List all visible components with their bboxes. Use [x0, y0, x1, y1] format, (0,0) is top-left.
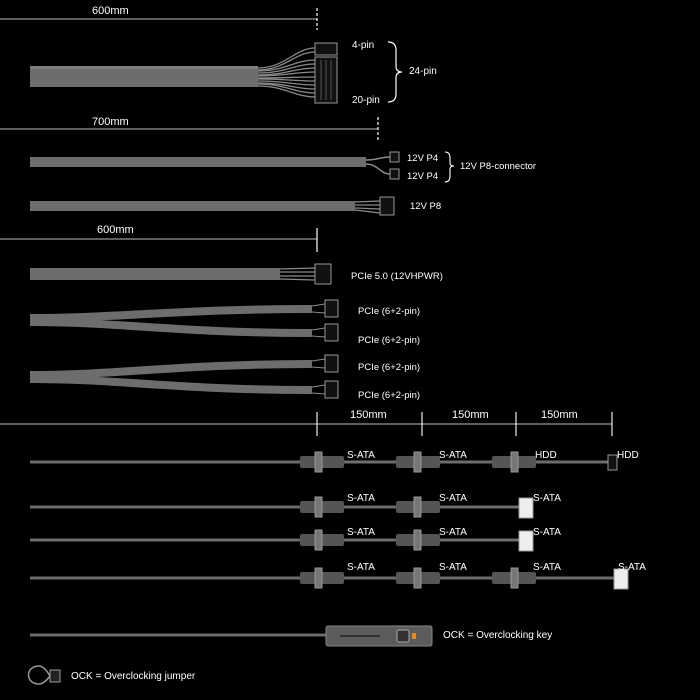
ock-jumper: [29, 666, 61, 684]
atx-24pin-label: 24-pin: [409, 66, 437, 77]
row4-label-1: S-ATA: [347, 562, 375, 573]
atx-4pin-label: 4-pin: [352, 40, 375, 51]
segment-length-3: 150mm: [541, 409, 578, 421]
sata-plug: [511, 568, 518, 588]
cpu-length-ruler: [0, 116, 378, 141]
atx-length-label: 600mm: [92, 5, 129, 17]
pcie-length-label: 600mm: [97, 224, 134, 236]
pcie-label-1: PCIe (6+2-pin): [358, 306, 421, 317]
p4-label-a: 12V P4: [407, 153, 439, 164]
sata-plug: [414, 530, 421, 550]
p8-connector: [380, 197, 394, 215]
row3-label-2: S-ATA: [439, 527, 467, 538]
sata-plug: [414, 568, 421, 588]
cpu-p4-split-cable: [30, 152, 399, 179]
row1-label-4: HDD: [617, 450, 639, 461]
row2-label-2: S-ATA: [439, 493, 467, 504]
p8-label: 12V P8: [410, 201, 442, 212]
row4-label-4: S-ATA: [618, 562, 646, 573]
pcie-cable-pair-2: [30, 355, 338, 398]
sata-plug: [414, 452, 421, 472]
row4-label-2: S-ATA: [439, 562, 467, 573]
atx-length-ruler: [0, 5, 317, 30]
sata-plug: [315, 497, 322, 517]
sata-end-connector: [519, 531, 533, 551]
sata-plug: [315, 568, 322, 588]
row2-label-1: S-ATA: [347, 493, 375, 504]
pcie-connector: [325, 381, 338, 398]
molex-plug: [608, 455, 617, 470]
row1-label-3: HDD: [535, 450, 557, 461]
cpu-p8-cable: [30, 197, 394, 215]
atx-20pin-label: 20-pin: [352, 95, 380, 106]
row3-label-1: S-ATA: [347, 527, 375, 538]
pcie-length-ruler: [0, 224, 317, 252]
row3-label-3: S-ATA: [533, 527, 561, 538]
p4-connector-b: [390, 169, 399, 179]
pcie-label-3: PCIe (6+2-pin): [358, 362, 421, 373]
peripheral-cable-row-1: [30, 452, 617, 472]
pcie5-12vhpwr-cable: [30, 264, 331, 284]
p8-connector-label: 12V P8-connector: [460, 161, 537, 172]
jumper-plug: [50, 670, 60, 682]
atx-24pin-cable: [30, 43, 337, 103]
row1-label-1: S-ATA: [347, 450, 375, 461]
ock-key-label: OCK = Overclocking key: [443, 630, 553, 641]
atx-brace: [388, 42, 402, 102]
pcie-cable-pair-1: [30, 300, 338, 341]
ock-jumper-label: OCK = Overclocking jumper: [71, 671, 196, 682]
row4-label-3: S-ATA: [533, 562, 561, 573]
row1-label-2: S-ATA: [439, 450, 467, 461]
ock-switch: [397, 630, 409, 642]
peripheral-ruler: [0, 409, 612, 436]
pcie-label-2: PCIe (6+2-pin): [358, 335, 421, 346]
segment-length-2: 150mm: [452, 409, 489, 421]
molex-plug: [511, 452, 518, 472]
segment-length-1: 150mm: [350, 409, 387, 421]
pcie-connector: [325, 300, 338, 317]
cpu-length-label: 700mm: [92, 116, 129, 128]
pcie-connector: [325, 355, 338, 372]
pcie5-label: PCIe 5.0 (12VHPWR): [351, 271, 443, 282]
p4-label-b: 12V P4: [407, 171, 439, 182]
sata-plug: [315, 452, 322, 472]
row2-label-3: S-ATA: [533, 493, 561, 504]
p4-connector-a: [390, 152, 399, 162]
pcie-label-4: PCIe (6+2-pin): [358, 390, 421, 401]
sata-plug: [315, 530, 322, 550]
sata-plug: [414, 497, 421, 517]
ock-indicator-led: [412, 633, 416, 639]
atx-4pin-connector: [315, 43, 337, 55]
sata-end-connector: [519, 498, 533, 518]
ock-key-cable: [30, 626, 432, 646]
12vhpwr-connector: [315, 264, 331, 284]
pcie-connector: [325, 324, 338, 341]
p8-connector-brace: [445, 152, 454, 182]
